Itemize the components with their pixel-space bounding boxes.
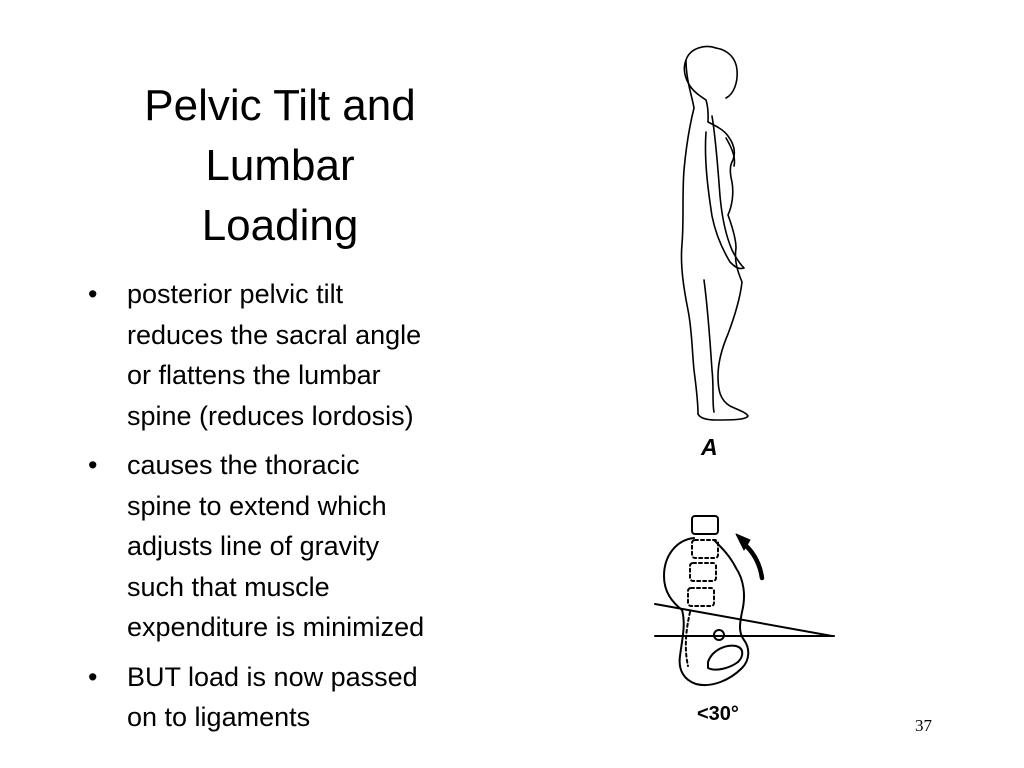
vertebra-top: [692, 516, 718, 534]
angle-label: <30°: [697, 703, 739, 725]
vertebra-dashed: [688, 588, 714, 606]
bullet-line: on to ligaments: [127, 702, 311, 732]
vertebra-dashed: [690, 563, 716, 581]
bullet-line: causes the thoracic: [127, 450, 360, 480]
title-line-1: Pelvic Tilt and: [144, 81, 416, 130]
title-line-3: Loading: [201, 201, 359, 250]
bullet-line: reduces the sacral angle: [127, 319, 422, 350]
bullet-line: adjusts line of gravity: [127, 531, 380, 561]
title-line-2: Lumbar: [205, 141, 355, 190]
slide-number: 37: [915, 716, 932, 735]
bullet-line: spine (reduces lordosis): [127, 400, 414, 431]
vertebra-dashed: [692, 540, 718, 558]
bullet-line: or flattens the lumbar: [127, 360, 381, 390]
standing-woman-figure: [681, 47, 748, 421]
bullet-line: posterior pelvic tilt: [127, 279, 344, 309]
bullet-line: BUT load is now passed: [127, 661, 418, 692]
bullet-dot: •: [88, 279, 98, 309]
bullet-dot: •: [88, 450, 98, 480]
bullet-dot: •: [88, 661, 98, 692]
bullet-line: expenditure is minimized: [127, 612, 425, 642]
pelvis-diagram: [655, 516, 834, 685]
figure-label-a: A: [701, 434, 718, 460]
bullet-line: such that muscle: [127, 571, 330, 602]
bullet-line: spine to extend which: [127, 490, 387, 521]
